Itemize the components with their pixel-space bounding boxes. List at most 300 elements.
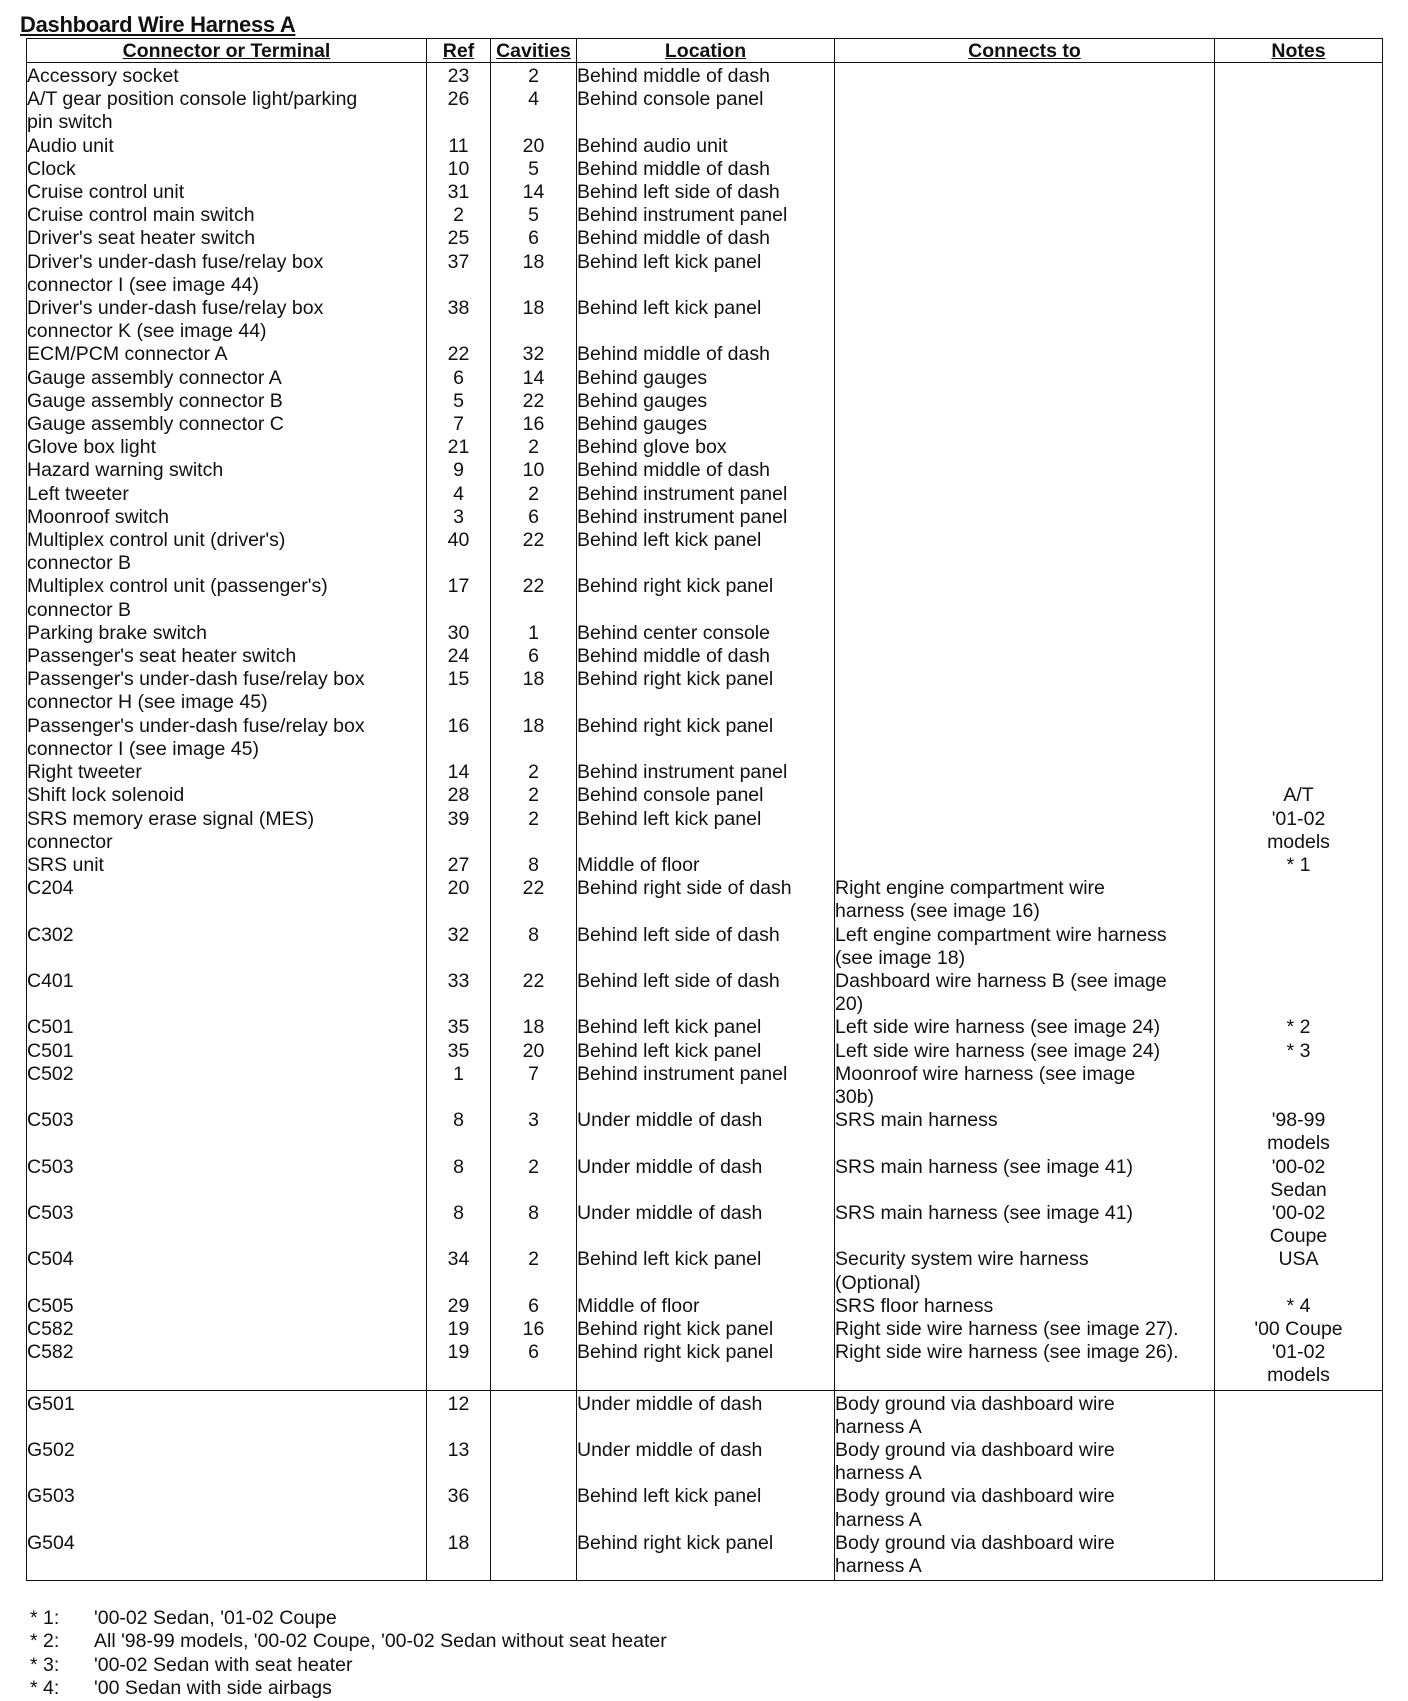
connects-to-cell: Body ground via dashboard wire harness A (835, 1439, 1215, 1485)
table-row (27, 506, 1383, 529)
cavities-cell: 5 (491, 204, 577, 227)
location-cell: Behind left kick panel (577, 297, 835, 343)
table-row (27, 343, 1383, 366)
notes-cell (1215, 483, 1383, 506)
table-row (27, 227, 1383, 250)
connects-to-cell (835, 436, 1215, 459)
table-row (27, 483, 1383, 506)
cavities-cell: 2 (491, 483, 577, 506)
header-connects-to: Connects to (835, 39, 1215, 63)
connects-to-cell (835, 459, 1215, 482)
table-row (27, 1109, 1383, 1155)
ref-cell: 24 (427, 645, 491, 668)
connects-to-cell: SRS floor harness (835, 1295, 1215, 1318)
cavities-cell: 22 (491, 877, 577, 923)
location-cell: Behind instrument panel (577, 506, 835, 529)
header-connector: Connector or Terminal (27, 39, 427, 63)
location-cell: Behind left kick panel (577, 251, 835, 297)
location-cell: Behind console panel (577, 88, 835, 134)
ref-cell: 8 (427, 1202, 491, 1248)
ref-cell: 29 (427, 1295, 491, 1318)
location-cell: Behind right kick panel (577, 1318, 835, 1341)
connector-cell: SRS memory erase signal (MES) connector (27, 808, 427, 854)
connects-to-cell: Dashboard wire harness B (see image 20) (835, 970, 1215, 1016)
footnote-text: '00-02 Sedan, '01-02 Coupe (94, 1607, 337, 1629)
cavities-cell: 2 (491, 436, 577, 459)
connector-cell: C204 (27, 877, 427, 923)
table-row (27, 181, 1383, 204)
table-row (27, 413, 1383, 436)
ref-cell: 10 (427, 158, 491, 181)
cavities-cell (491, 1485, 577, 1531)
table-row (27, 1485, 1383, 1531)
location-cell: Behind right kick panel (577, 668, 835, 714)
cavities-cell: 6 (491, 1295, 577, 1318)
cavities-cell: 5 (491, 158, 577, 181)
notes-cell (1215, 1532, 1383, 1581)
location-cell: Behind right kick panel (577, 1532, 835, 1581)
ref-cell: 9 (427, 459, 491, 482)
table-row (27, 761, 1383, 784)
table-row (27, 1341, 1383, 1390)
connects-to-cell: SRS main harness (see image 41) (835, 1202, 1215, 1248)
connector-cell: C505 (27, 1295, 427, 1318)
footnote-mark: * 4: (30, 1677, 60, 1700)
harness-table (26, 38, 1383, 1581)
cavities-cell: 32 (491, 343, 577, 366)
location-cell: Behind center console (577, 622, 835, 645)
notes-cell (1215, 135, 1383, 158)
connects-to-cell: Left side wire harness (see image 24) (835, 1040, 1215, 1063)
notes-cell: '98-99 models (1215, 1109, 1383, 1155)
cavities-cell: 18 (491, 668, 577, 714)
table-row (27, 1318, 1383, 1341)
cavities-cell: 3 (491, 1109, 577, 1155)
connects-to-cell (835, 297, 1215, 343)
location-cell: Behind gauges (577, 413, 835, 436)
cavities-cell: 6 (491, 506, 577, 529)
cavities-cell: 6 (491, 1341, 577, 1390)
ref-cell: 5 (427, 390, 491, 413)
page-title: Dashboard Wire Harness A (20, 12, 296, 37)
footnote-mark: * 2: (30, 1630, 60, 1653)
location-cell: Behind left side of dash (577, 970, 835, 1016)
table-row (27, 436, 1383, 459)
connects-to-cell (835, 204, 1215, 227)
notes-cell: * 4 (1215, 1295, 1383, 1318)
cavities-cell: 22 (491, 970, 577, 1016)
connector-cell: Glove box light (27, 436, 427, 459)
table-row (27, 529, 1383, 575)
location-cell: Behind left kick panel (577, 1040, 835, 1063)
ref-cell: 38 (427, 297, 491, 343)
ref-cell: 23 (427, 63, 491, 89)
ref-cell: 39 (427, 808, 491, 854)
connects-to-cell (835, 251, 1215, 297)
connector-cell: Audio unit (27, 135, 427, 158)
cavities-cell: 7 (491, 1063, 577, 1109)
connects-to-cell (835, 483, 1215, 506)
ref-cell: 19 (427, 1341, 491, 1390)
connects-to-cell: SRS main harness (835, 1109, 1215, 1155)
ref-cell: 35 (427, 1016, 491, 1039)
location-cell: Behind left kick panel (577, 808, 835, 854)
notes-cell (1215, 459, 1383, 482)
notes-cell (1215, 506, 1383, 529)
ref-cell: 36 (427, 1485, 491, 1531)
connector-cell: Right tweeter (27, 761, 427, 784)
table-row (27, 1295, 1383, 1318)
connector-cell: G502 (27, 1439, 427, 1485)
connector-cell: Passenger's under-dash fuse/relay box connector I (see image 45) (27, 715, 427, 761)
cavities-cell: 18 (491, 715, 577, 761)
notes-cell: USA (1215, 1248, 1383, 1294)
connects-to-cell (835, 529, 1215, 575)
location-cell: Under middle of dash (577, 1109, 835, 1155)
ref-cell: 32 (427, 924, 491, 970)
cavities-cell: 16 (491, 413, 577, 436)
cavities-cell: 14 (491, 367, 577, 390)
connector-cell: Hazard warning switch (27, 459, 427, 482)
ref-cell: 13 (427, 1439, 491, 1485)
connects-to-cell (835, 808, 1215, 854)
ref-cell: 34 (427, 1248, 491, 1294)
connector-cell: C302 (27, 924, 427, 970)
connects-to-cell: Left side wire harness (see image 24) (835, 1016, 1215, 1039)
cavities-cell: 4 (491, 88, 577, 134)
location-cell: Middle of floor (577, 854, 835, 877)
location-cell: Behind right kick panel (577, 575, 835, 621)
connector-cell: Passenger's seat heater switch (27, 645, 427, 668)
cavities-cell: 22 (491, 529, 577, 575)
connector-cell: C503 (27, 1156, 427, 1202)
ref-cell: 11 (427, 135, 491, 158)
location-cell: Under middle of dash (577, 1439, 835, 1485)
notes-cell: A/T (1215, 784, 1383, 807)
notes-cell (1215, 645, 1383, 668)
ref-cell: 31 (427, 181, 491, 204)
table-row (27, 808, 1383, 854)
table-row (27, 204, 1383, 227)
table-row (27, 970, 1383, 1016)
notes-cell (1215, 1439, 1383, 1485)
connects-to-cell (835, 668, 1215, 714)
connects-to-cell (835, 413, 1215, 436)
ref-cell: 4 (427, 483, 491, 506)
ref-cell: 16 (427, 715, 491, 761)
table-row (27, 1016, 1383, 1039)
cavities-cell: 2 (491, 1156, 577, 1202)
ref-cell: 8 (427, 1156, 491, 1202)
connects-to-cell (835, 367, 1215, 390)
table-row (27, 88, 1383, 134)
connects-to-cell: Right side wire harness (see image 26). (835, 1341, 1215, 1390)
footnote-mark: * 3: (30, 1653, 60, 1676)
connector-cell: Left tweeter (27, 483, 427, 506)
location-cell: Behind middle of dash (577, 63, 835, 89)
connector-cell: Multiplex control unit (passenger's) connector B (27, 575, 427, 621)
notes-cell (1215, 343, 1383, 366)
notes-cell (1215, 529, 1383, 575)
notes-cell: '01-02 models (1215, 808, 1383, 854)
connector-cell: C501 (27, 1040, 427, 1063)
cavities-cell: 1 (491, 622, 577, 645)
connects-to-cell: Right side wire harness (see image 27). (835, 1318, 1215, 1341)
table-row (27, 715, 1383, 761)
notes-cell (1215, 390, 1383, 413)
connector-cell: ECM/PCM connector A (27, 343, 427, 366)
notes-cell: '00 Coupe (1215, 1318, 1383, 1341)
header-notes: Notes (1215, 39, 1383, 63)
location-cell: Behind left kick panel (577, 529, 835, 575)
connector-cell: C582 (27, 1318, 427, 1341)
ref-cell: 33 (427, 970, 491, 1016)
footnote (26, 1630, 667, 1653)
connector-cell: SRS unit (27, 854, 427, 877)
notes-cell (1215, 158, 1383, 181)
ref-cell: 15 (427, 668, 491, 714)
notes-cell (1215, 1063, 1383, 1109)
table-row (27, 854, 1383, 877)
footnote-text: '00-02 Sedan with seat heater (94, 1653, 353, 1676)
connects-to-cell (835, 575, 1215, 621)
notes-cell (1215, 251, 1383, 297)
header-ref: Ref (427, 39, 491, 63)
connector-rows (27, 63, 1383, 1391)
notes-cell (1215, 297, 1383, 343)
location-cell: Under middle of dash (577, 1202, 835, 1248)
location-cell: Behind right side of dash (577, 877, 835, 923)
table-row (27, 63, 1383, 89)
location-cell: Behind left kick panel (577, 1016, 835, 1039)
notes-cell (1215, 924, 1383, 970)
cavities-cell: 16 (491, 1318, 577, 1341)
connects-to-cell: SRS main harness (see image 41) (835, 1156, 1215, 1202)
location-cell: Under middle of dash (577, 1156, 835, 1202)
notes-cell: '00-02 Coupe (1215, 1202, 1383, 1248)
cavities-cell: 8 (491, 924, 577, 970)
notes-cell: '01-02 models (1215, 1341, 1383, 1390)
cavities-cell: 10 (491, 459, 577, 482)
connector-cell: Driver's seat heater switch (27, 227, 427, 250)
table-row (27, 1040, 1383, 1063)
table-row (27, 158, 1383, 181)
cavities-cell: 2 (491, 63, 577, 89)
location-cell: Behind instrument panel (577, 1063, 835, 1109)
table-row (27, 622, 1383, 645)
table-row (27, 1063, 1383, 1109)
connector-cell: C503 (27, 1109, 427, 1155)
connector-cell: Gauge assembly connector A (27, 367, 427, 390)
cavities-cell: 8 (491, 1202, 577, 1248)
footnote-mark: * 1: (30, 1607, 60, 1629)
ref-cell: 27 (427, 854, 491, 877)
footnote (26, 1607, 667, 1630)
connector-cell: Moonroof switch (27, 506, 427, 529)
notes-cell (1215, 63, 1383, 89)
notes-cell (1215, 575, 1383, 621)
footnote (26, 1654, 667, 1677)
location-cell: Behind instrument panel (577, 483, 835, 506)
table-row (27, 1390, 1383, 1439)
cavities-cell: 20 (491, 135, 577, 158)
table-header (27, 39, 1383, 63)
connects-to-cell (835, 227, 1215, 250)
cavities-cell: 6 (491, 645, 577, 668)
location-cell: Behind right kick panel (577, 715, 835, 761)
ref-cell: 12 (427, 1390, 491, 1439)
cavities-cell (491, 1390, 577, 1439)
notes-cell (1215, 622, 1383, 645)
connector-cell: C401 (27, 970, 427, 1016)
ref-cell: 20 (427, 877, 491, 923)
ref-cell: 35 (427, 1040, 491, 1063)
connects-to-cell (835, 854, 1215, 877)
table-row (27, 1202, 1383, 1248)
notes-cell (1215, 88, 1383, 134)
ref-cell: 28 (427, 784, 491, 807)
notes-cell: * 2 (1215, 1016, 1383, 1039)
location-cell: Behind instrument panel (577, 204, 835, 227)
footnote (26, 1677, 667, 1700)
cavities-cell: 2 (491, 761, 577, 784)
location-cell: Behind glove box (577, 436, 835, 459)
location-cell: Behind middle of dash (577, 343, 835, 366)
location-cell: Middle of floor (577, 1295, 835, 1318)
location-cell: Behind middle of dash (577, 227, 835, 250)
connects-to-cell: Left engine compartment wire harness (see image 18) (835, 924, 1215, 970)
connects-to-cell (835, 343, 1215, 366)
cavities-cell: 14 (491, 181, 577, 204)
connects-to-cell (835, 135, 1215, 158)
location-cell: Behind middle of dash (577, 158, 835, 181)
cavities-cell: 2 (491, 1248, 577, 1294)
cavities-cell: 22 (491, 575, 577, 621)
cavities-cell: 22 (491, 390, 577, 413)
ref-cell: 7 (427, 413, 491, 436)
connector-cell: Passenger's under-dash fuse/relay box connector H (see image 45) (27, 668, 427, 714)
location-cell: Behind instrument panel (577, 761, 835, 784)
ground-rows (27, 1390, 1383, 1581)
connects-to-cell (835, 158, 1215, 181)
ref-cell: 19 (427, 1318, 491, 1341)
connects-to-cell: Body ground via dashboard wire harness A (835, 1532, 1215, 1581)
header-location: Location (577, 39, 835, 63)
location-cell: Behind gauges (577, 367, 835, 390)
notes-cell (1215, 413, 1383, 436)
location-cell: Behind left side of dash (577, 924, 835, 970)
ref-cell: 17 (427, 575, 491, 621)
table-row (27, 784, 1383, 807)
connector-cell: C582 (27, 1341, 427, 1390)
footnote-text: All '98-99 models, '00-02 Coupe, '00-02 Sedan without seat heater (94, 1630, 667, 1653)
cavities-cell: 18 (491, 1016, 577, 1039)
notes-cell (1215, 715, 1383, 761)
ref-cell: 21 (427, 436, 491, 459)
footnote-text: '00 Sedan with side airbags (94, 1677, 332, 1700)
ref-cell: 26 (427, 88, 491, 134)
table-row (27, 575, 1383, 621)
ref-cell: 2 (427, 204, 491, 227)
connector-cell: Driver's under-dash fuse/relay box connector K (see image 44) (27, 297, 427, 343)
location-cell: Behind console panel (577, 784, 835, 807)
location-cell: Behind middle of dash (577, 459, 835, 482)
cavities-cell (491, 1532, 577, 1581)
connects-to-cell (835, 761, 1215, 784)
connector-cell: G501 (27, 1390, 427, 1439)
ref-cell: 1 (427, 1063, 491, 1109)
connects-to-cell (835, 181, 1215, 204)
location-cell: Behind audio unit (577, 135, 835, 158)
connects-to-cell: Body ground via dashboard wire harness A (835, 1485, 1215, 1531)
notes-cell (1215, 877, 1383, 923)
connector-cell: C501 (27, 1016, 427, 1039)
connects-to-cell (835, 390, 1215, 413)
connects-to-cell: Moonroof wire harness (see image 30b) (835, 1063, 1215, 1109)
connects-to-cell: Security system wire harness (Optional) (835, 1248, 1215, 1294)
notes-cell (1215, 668, 1383, 714)
ref-cell: 14 (427, 761, 491, 784)
table-row (27, 877, 1383, 923)
connects-to-cell: Right engine compartment wire harness (see image 16) (835, 877, 1215, 923)
connector-cell: Gauge assembly connector B (27, 390, 427, 413)
table-row (27, 1439, 1383, 1485)
table-row (27, 367, 1383, 390)
notes-cell (1215, 1390, 1383, 1439)
location-cell: Behind left kick panel (577, 1485, 835, 1531)
connects-to-cell (835, 506, 1215, 529)
connector-cell: Cruise control unit (27, 181, 427, 204)
connector-cell: A/T gear position console light/parking pin switch (27, 88, 427, 134)
table-row (27, 390, 1383, 413)
table-row (27, 297, 1383, 343)
ref-cell: 40 (427, 529, 491, 575)
connector-cell: Shift lock solenoid (27, 784, 427, 807)
notes-cell (1215, 181, 1383, 204)
notes-cell (1215, 227, 1383, 250)
table-row (27, 1532, 1383, 1581)
notes-cell (1215, 970, 1383, 1016)
location-cell: Under middle of dash (577, 1390, 835, 1439)
notes-cell (1215, 367, 1383, 390)
connects-to-cell (835, 63, 1215, 89)
ref-cell: 18 (427, 1532, 491, 1581)
cavities-cell (491, 1439, 577, 1485)
connector-cell: G504 (27, 1532, 427, 1581)
connector-cell: Multiplex control unit (driver's) connector B (27, 529, 427, 575)
notes-cell: * 1 (1215, 854, 1383, 877)
notes-cell (1215, 204, 1383, 227)
table-row (27, 924, 1383, 970)
notes-cell (1215, 761, 1383, 784)
connector-cell: Cruise control main switch (27, 204, 427, 227)
notes-cell (1215, 1485, 1383, 1531)
ref-cell: 6 (427, 367, 491, 390)
footnotes (26, 1607, 667, 1701)
ref-cell: 30 (427, 622, 491, 645)
connects-to-cell (835, 645, 1215, 668)
notes-cell (1215, 436, 1383, 459)
table-row (27, 645, 1383, 668)
table-row (27, 459, 1383, 482)
connector-cell: C503 (27, 1202, 427, 1248)
connector-cell: Parking brake switch (27, 622, 427, 645)
table-row (27, 668, 1383, 714)
connects-to-cell (835, 715, 1215, 761)
table-row (27, 135, 1383, 158)
connector-cell: Clock (27, 158, 427, 181)
connector-cell: G503 (27, 1485, 427, 1531)
